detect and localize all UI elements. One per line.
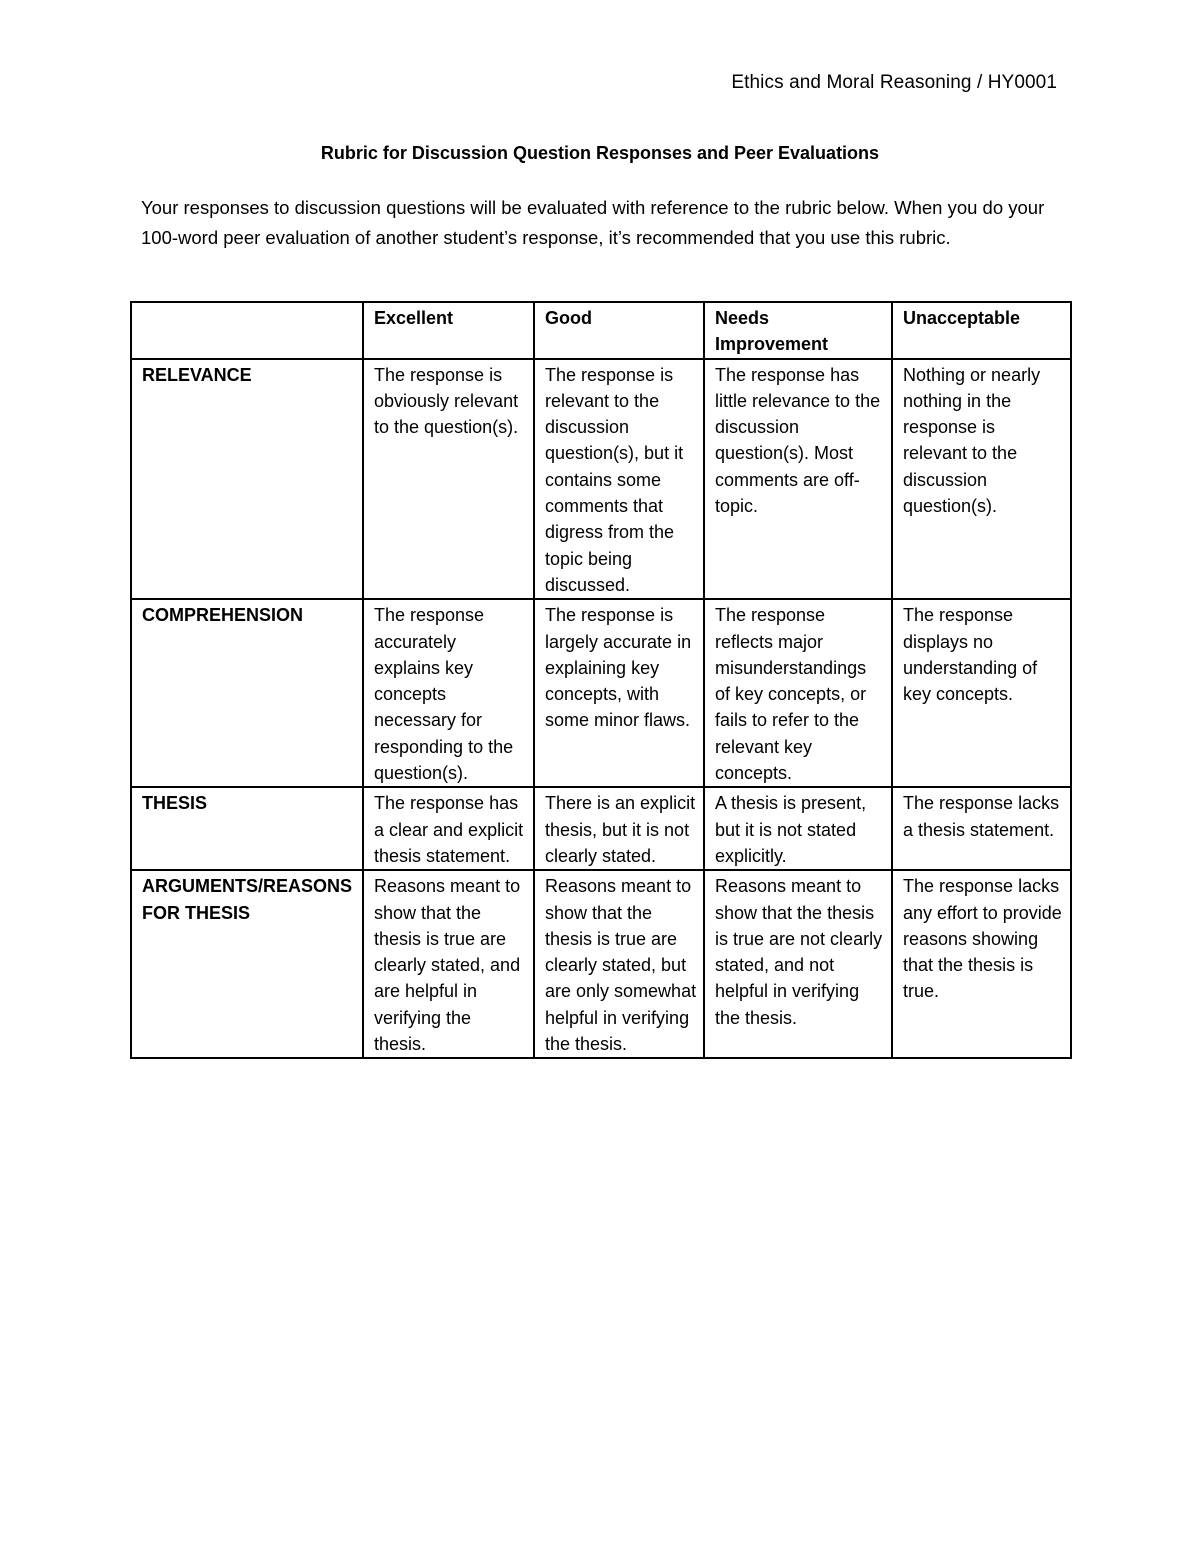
rubric-row-relevance	[131, 359, 1071, 600]
rubric-row-arguments	[131, 870, 1071, 1058]
needs-improvement-column-header: Needs Improvement	[704, 302, 892, 359]
unacceptable-cell: The response lacks a thesis statement.	[892, 787, 1071, 870]
excellent-cell: Reasons meant to show that the thesis is true are clearly stated, and are helpful in verifying the thesis.	[363, 870, 534, 1058]
good-cell: The response is largely accurate in explaining key concepts, with some minor flaws.	[534, 599, 704, 787]
criterion-column-header	[131, 302, 363, 359]
unacceptable-cell: Nothing or nearly nothing in the response is relevant to the discussion question(s).	[892, 359, 1071, 600]
intro-paragraph: Your responses to discussion questions will be evaluated with reference to the rubric below. When you do your 100-word peer evaluation of another student’s response, it’s recommended that you use this rubric.	[141, 197, 1045, 248]
document-title: Rubric for Discussion Question Responses and Peer Evaluations	[320, 143, 880, 163]
criterion-cell: COMPREHENSION	[131, 599, 363, 787]
excellent-cell: The response has a clear and explicit thesis statement.	[363, 787, 534, 870]
excellent-cell: The response is obviously relevant to the question(s).	[363, 359, 534, 600]
criterion-cell: ARGUMENTS/REASONS FOR THESIS	[131, 870, 363, 1058]
good-cell: There is an explicit thesis, but it is not clearly stated.	[534, 787, 704, 870]
rubric-header-row	[131, 302, 1071, 359]
rubric-row-comprehension	[131, 599, 1071, 787]
needs-improvement-cell: The response has little relevance to the discussion question(s). Most comments are off-topic.	[704, 359, 892, 600]
criterion-cell: RELEVANCE	[131, 359, 363, 600]
criterion-cell: THESIS	[131, 787, 363, 870]
excellent-cell: The response accurately explains key concepts necessary for responding to the question(s).	[363, 599, 534, 787]
needs-improvement-cell: Reasons meant to show that the thesis is true are not clearly stated, and not helpful in verifying the thesis.	[704, 870, 892, 1058]
good-cell: The response is relevant to the discussion question(s), but it contains some comments that digress from the topic being discussed.	[534, 359, 704, 600]
needs-improvement-cell: A thesis is present, but it is not stated explicitly.	[704, 787, 892, 870]
good-column-header: Good	[534, 302, 704, 359]
unacceptable-cell: The response displays no understanding of key concepts.	[892, 599, 1071, 787]
good-cell: Reasons meant to show that the thesis is true are clearly stated, but are only somewhat helpful in verifying the thesis.	[534, 870, 704, 1058]
course-header: Ethics and Moral Reasoning / HY0001	[731, 72, 1057, 93]
unacceptable-cell: The response lacks any effort to provide reasons showing that the thesis is true.	[892, 870, 1071, 1058]
unacceptable-column-header: Unacceptable	[892, 302, 1071, 359]
excellent-column-header: Excellent	[363, 302, 534, 359]
needs-improvement-cell: The response reflects major misunderstandings of key concepts, or fails to refer to the relevant key concepts.	[704, 599, 892, 787]
rubric-table	[130, 301, 1072, 1059]
rubric-row-thesis	[131, 787, 1071, 870]
